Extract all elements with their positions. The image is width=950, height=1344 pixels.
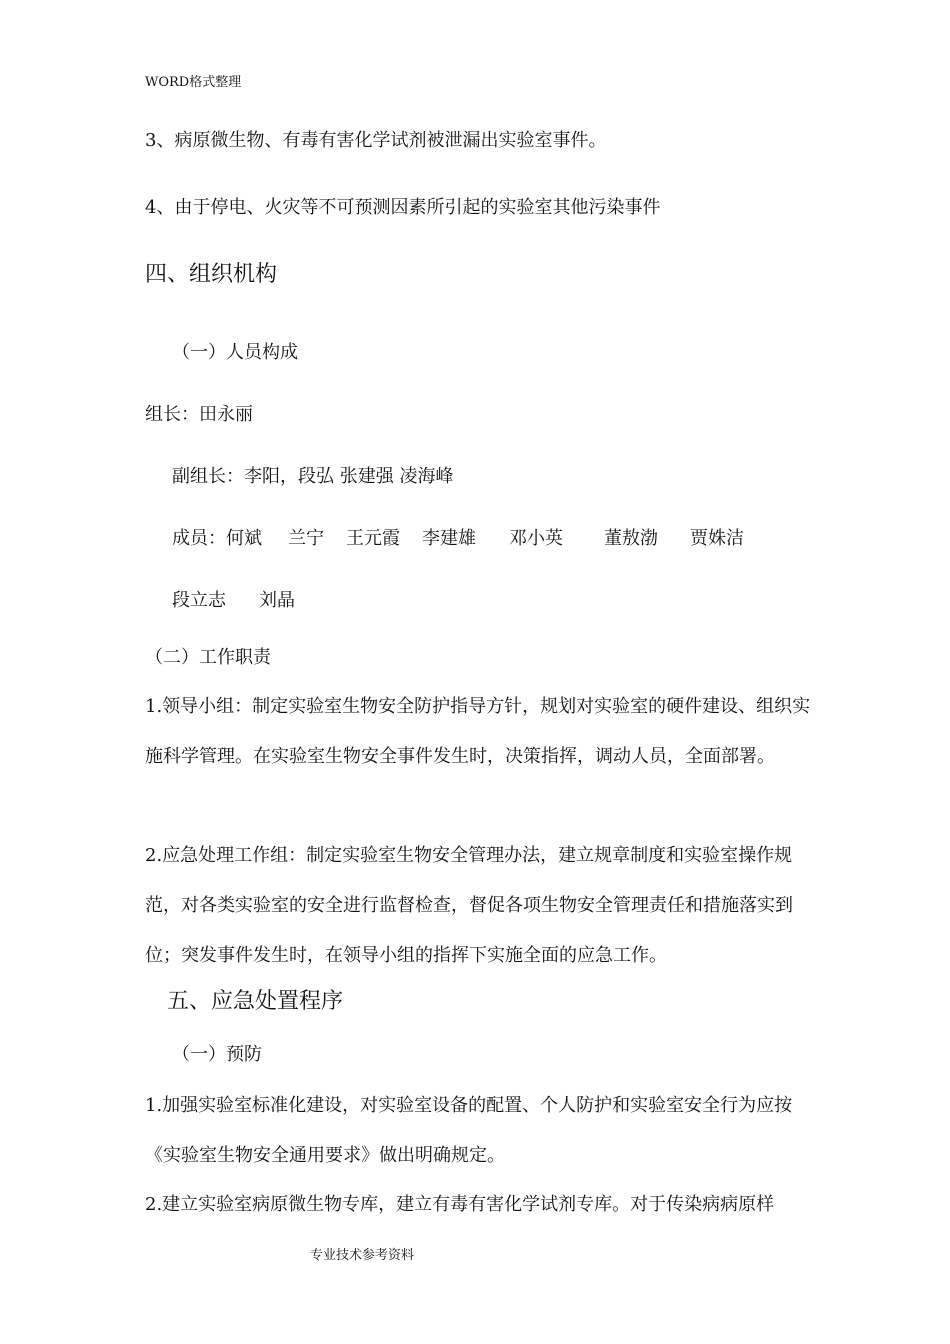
page-footer: 专业技术参考资料 [310,1248,415,1263]
members-label: 成员：何斌 [172,528,262,549]
subsection-personnel: （一）人员构成 [172,342,298,363]
member-name: 贾姝洁 [690,528,744,549]
section-4-title: 四、组织机构 [145,262,278,287]
subsection-prevention: （一）预防 [172,1044,262,1065]
member-name: 刘晶 [259,590,295,611]
group-leader: 组长：田永丽 [145,404,253,425]
subsection-duties: （二）工作职责 [145,647,271,668]
member-name: 李建雄 [422,528,476,549]
list-item-4: 4、由于停电、火灾等不可预测因素所引起的实验室其他污染事件 [145,197,661,218]
member-name: 董敖渤 [604,528,658,549]
duty-emergency-group: 2.应急处理工作组：制定实验室生物安全管理办法，建立规章制度和实验室操作规范，对各类实验室的安全进行监督检查，督促各项生物安全管理责任和措施落实到位；突发事件发生时，在领导小组的指挥下实施全面的应急工作。 [145,845,793,966]
prevention-item-2: 2.建立实验室病原微生物专库，建立有毒有害化学试剂专库。对于传染病病原样 [145,1194,775,1215]
duty-leadership-group: 1.领导小组：制定实验室生物安全防护指导方针，规划对实验室的硬件建设、组织实施科学管理。在实验室生物安全事件发生时，决策指挥，调动人员，全面部署。 [145,696,811,767]
prevention-item-1: 1.加强实验室标准化建设，对实验室设备的配置、个人防护和实验室安全行为应按《实验室生物安全通用要求》做出明确规定。 [145,1095,793,1166]
list-item-3: 3、病原微生物、有毒有害化学试剂被泄漏出实验室事件。 [145,130,607,151]
member-name: 段立志 [172,590,226,611]
member-name: 兰宁 [288,528,324,549]
page-header: WORD格式整理 [145,75,242,90]
member-name: 邓小英 [509,528,563,549]
deputy-leaders: 副组长：李阳，段弘 张建强 凌海峰 [172,466,454,487]
section-5-title: 五、应急处置程序 [167,989,344,1014]
member-name: 王元霞 [346,528,400,549]
